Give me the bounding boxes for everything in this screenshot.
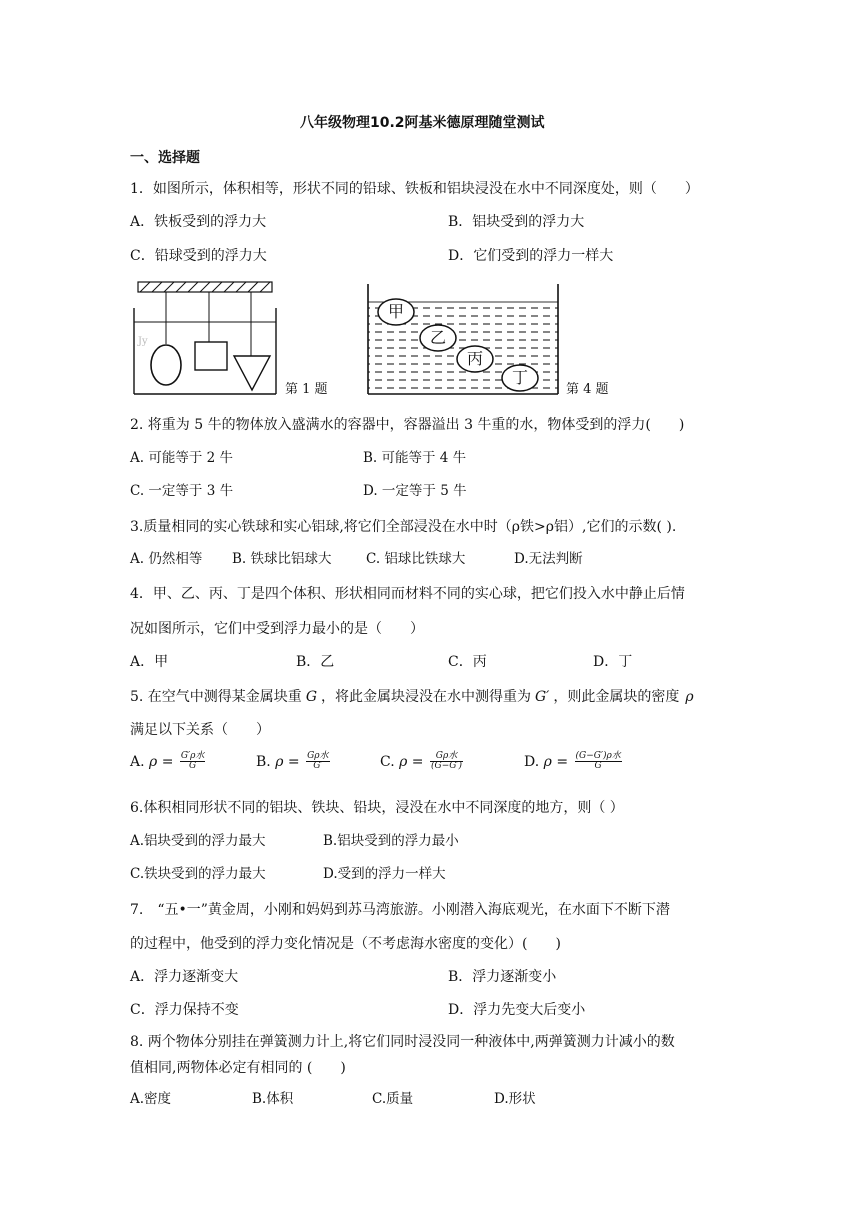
ball-label-jia: 甲 — [388, 302, 405, 321]
q8-option-d: D.形状 — [494, 1091, 536, 1107]
q2-stem: 2. 将重为 5 牛的物体放入盛满水的容器中，容器溢出 3 牛重的水，物体受到的浮力( ) — [130, 417, 685, 433]
q6-option-b: B.铝块受到的浮力最小 — [323, 833, 459, 849]
q3-stem: 3.质量相同的实心铁球和实心铝球,将它们全部浸没在水中时（ρ铁>ρ铝）,它们的示数( ). — [130, 519, 677, 535]
q6-stem: 6.体积相同形状不同的铝块、铁块、铅块，浸没在水中不同深度的地方，则（ ） — [130, 800, 624, 816]
q1-stem: 1．如图所示，体积相等，形状不同的铅球、铁板和铝块浸没在水中不同深度处，则（ ） — [130, 181, 699, 197]
q3-option-c: C. 铝球比铁球大 — [366, 551, 466, 567]
q8-option-b: B.体积 — [252, 1091, 294, 1107]
q6-option-c: C.铁块受到的浮力最大 — [130, 866, 266, 882]
q8-stem-line2: 值相同,两物体必定有相同的 ( ) — [130, 1060, 346, 1076]
q4-stem-line2: 况如图所示，它们中受到浮力最小的是（ ） — [130, 621, 424, 637]
page-title: 八年级物理10.2阿基米德原理随堂测试 — [300, 115, 545, 131]
ball-label-yi: 乙 — [430, 328, 447, 347]
q2-option-b: B. 可能等于 4 牛 — [363, 450, 467, 466]
figure-4-diagram — [362, 280, 564, 398]
q5-option-b: B. ρ = $\frac{\text{Gρ水}}{G'}$ — [256, 751, 329, 772]
q8-option-c: C.质量 — [372, 1091, 414, 1107]
q8-stem-line1: 8. 两个物体分别挂在弹簧测力计上,将它们同时浸没同一种液体中,两弹簧测力计减小的数 — [130, 1034, 675, 1050]
q5-stem-line2: 满足以下关系（ ） — [130, 722, 270, 738]
q5-option-a: A. ρ = $\frac{\text{G′ρ水}}{G}$ — [130, 751, 205, 772]
q2-option-c: C. 一定等于 3 牛 — [130, 483, 234, 499]
q2-option-a: A. 可能等于 2 牛 — [130, 450, 234, 466]
q3-option-d: D.无法判断 — [514, 551, 583, 567]
ball-label-ding: 丁 — [512, 368, 529, 387]
q5-option-d: D. ρ = $\frac{\text{(G−G′)ρ水}}{G}$ — [524, 751, 621, 772]
q1-option-b: B．铝块受到的浮力大 — [448, 214, 585, 230]
q7-stem-line2: 的过程中，他受到的浮力变化情况是（不考虑海水密度的变化）( ) — [130, 936, 561, 952]
ball-label-bing: 丙 — [467, 349, 484, 368]
figure-1-caption: 第 1 题 — [285, 382, 328, 397]
figure-1-diagram — [130, 280, 280, 398]
q3-option-a: A. 仍然相等 — [130, 551, 203, 567]
figure-1-faint-mark: Jy — [138, 336, 148, 347]
q4-stem-line1: 4．甲、乙、丙、丁是四个体积、形状相同而材料不同的实心球，把它们投入水中静止后情 — [130, 586, 685, 602]
figure-4-caption: 第 4 题 — [566, 382, 609, 397]
q1-option-d: D．它们受到的浮力一样大 — [448, 248, 614, 264]
q4-option-a: A．甲 — [130, 654, 169, 670]
q2-option-d: D. 一定等于 5 牛 — [363, 483, 467, 499]
q3-option-b: B. 铁球比铝球大 — [232, 551, 332, 567]
q7-option-d: D．浮力先变大后变小 — [448, 1002, 586, 1018]
q8-option-a: A.密度 — [130, 1091, 172, 1107]
q4-option-d: D．丁 — [593, 654, 633, 670]
q6-option-d: D.受到的浮力一样大 — [323, 866, 446, 882]
q4-option-b: B．乙 — [296, 654, 335, 670]
q1-option-a: A．铁板受到的浮力大 — [130, 214, 267, 230]
q7-option-b: B．浮力逐渐变小 — [448, 969, 557, 985]
q7-option-c: C．浮力保持不变 — [130, 1002, 239, 1018]
q5-stem-line1: 5. 在空气中测得某金属块重 G ，将此金属块浸没在水中测得重为 G′ ，则此金属块的密度 ρ — [130, 689, 694, 705]
q5-option-c: C. ρ = $\frac{\text{Gρ水}}{(G-G')}$ — [380, 751, 462, 772]
q6-option-a: A.铝块受到的浮力最大 — [130, 833, 266, 849]
q4-option-c: C．丙 — [448, 654, 487, 670]
q1-option-c: C．铅球受到的浮力大 — [130, 248, 267, 264]
q7-option-a: A．浮力逐渐变大 — [130, 969, 239, 985]
q7-stem-line1: 7. “五•一”黄金周，小刚和妈妈到苏马湾旅游。小刚潜入海底观光，在水面下不断下潜 — [130, 902, 670, 918]
section-heading: 一、选择题 — [130, 150, 200, 166]
